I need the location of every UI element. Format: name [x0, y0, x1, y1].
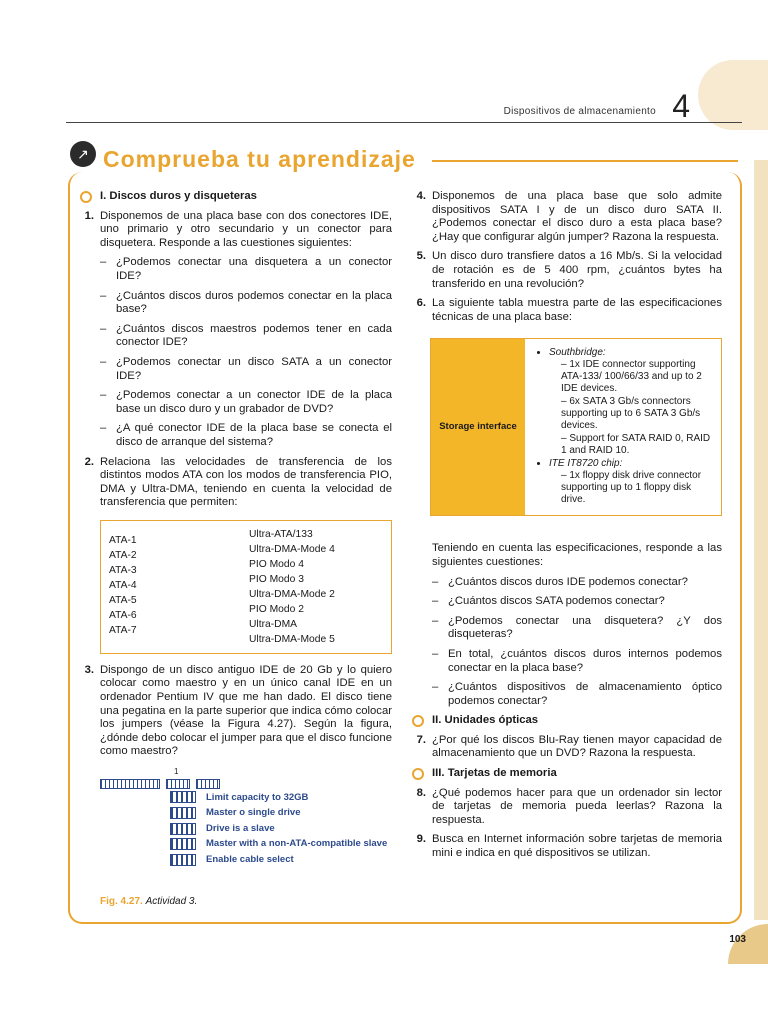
transfer-mode: Ultra-ATA/133 — [249, 528, 313, 540]
ata-mode: ATA-3 — [109, 564, 137, 576]
section-heading — [412, 714, 722, 728]
jumper-option — [170, 837, 392, 851]
jumper-label: Enable cable select — [206, 854, 294, 865]
figure-caption — [100, 895, 392, 909]
southbridge-label: Southbridge: — [549, 347, 606, 359]
question-text: ¿Por qué los discos Blu-Ray tienen mayor capacidad de almacenamiento que un DVD? Razona la respuesta. — [432, 733, 722, 760]
question-1 — [80, 210, 392, 251]
sub-question: – ¿Cuántos discos maestros podemos tener en cada conector IDE? — [100, 322, 392, 349]
question-text: Busca en Internet información sobre tarjetas de memoria mini e indica en qué dispositivos se utilizan. — [432, 833, 722, 860]
ata-mode: ATA-6 — [109, 609, 137, 621]
ata-mode: ATA-4 — [109, 579, 137, 591]
chart-icon: ↗ — [70, 141, 96, 167]
transfer-mode: PIO Modo 4 — [249, 558, 304, 570]
sub-question-text: ¿Cuántos discos SATA podemos conectar? — [448, 595, 665, 608]
question-text: Teniendo en cuenta las especificaciones, responde a las siguientes cuestiones: — [432, 542, 722, 568]
question-8 — [412, 787, 722, 828]
header-rule — [66, 122, 742, 123]
sub-question: – ¿Podemos conectar una disquetera a un conector IDE? — [100, 256, 392, 282]
ata-mode: ATA-2 — [109, 549, 137, 561]
jumper-block-icon — [170, 854, 196, 866]
sub-question: – ¿Cuántos discos SATA podemos conectar? — [432, 595, 665, 608]
jumper-header-icon — [166, 779, 190, 789]
transfer-mode: PIO Modo 3 — [249, 573, 304, 585]
question-number: 7. — [416, 733, 426, 746]
jumper-block-icon — [170, 807, 196, 819]
spec-item: – 6x SATA 3 Gb/s connectors supporting up to 6 SATA 3 Gb/s devices. — [561, 396, 713, 432]
question-number: 4. — [416, 190, 426, 202]
question-number: 6. — [416, 297, 426, 310]
section-title: I. Discos duros y disqueteras — [100, 190, 257, 202]
jumper-option — [170, 806, 392, 820]
question-4 — [412, 190, 722, 244]
sub-question-text: ¿Cuántos discos maestros podemos tener en cada conector IDE? — [116, 322, 392, 349]
sub-question-text: En total, ¿cuántos discos duros internos podemos conectar en la placa base? — [448, 647, 722, 674]
sub-question-text: ¿Podemos conectar una disquetera a un conector IDE? — [116, 256, 392, 282]
question-text: ¿Qué podemos hacer para que un ordenador sin lector de tarjetas de memoria pueda leerlas? Razona la respuesta. — [432, 786, 722, 826]
question-text: Disponemos de una placa base que solo admite dispositivos SATA I y de un disco duro SATA II. ¿Podemos conectar el disco duro a esta placa base? ¿Hay que configurar algún jumper? Razona la respuesta. — [432, 190, 722, 243]
question-text: La siguiente tabla muestra parte de las especificaciones técnicas de una placa base: — [432, 297, 722, 323]
question-7 — [412, 734, 722, 761]
drive-connectors — [100, 779, 392, 789]
question-9 — [412, 833, 722, 860]
page-title: Comprueba tu aprendizaje — [103, 146, 416, 172]
transfer-modes-column — [249, 527, 383, 647]
transfer-mode: PIO Modo 2 — [249, 603, 304, 615]
jumper-label: Master with a non-ATA-compatible slave — [206, 838, 388, 850]
question-text: Dispongo de un disco antiguo IDE de 20 Gb y lo quiero colocar como maestro y en un único canal IDE en un ordenador Pentium IV que me han dado. El disco tiene una pegatina en la parte superior que indica cómo colocar los jumpers (véase la Figura 4.27). Según la figura, ¿dónde debo colocar el jumper para que el disco funcione como maestro? — [100, 663, 392, 758]
jumper-label: Drive is a slave — [206, 822, 275, 834]
jumper-block-icon — [170, 791, 196, 803]
sub-question: – ¿Podemos conectar a un conector IDE de la placa base un disco duro y un grabador de DVD? — [100, 389, 392, 415]
left-column — [80, 190, 392, 909]
transfer-mode: Ultra-DMA — [249, 618, 298, 630]
sub-question: – ¿Cuántos discos duros podemos conectar en la placa base? — [100, 289, 392, 316]
sub-question: – ¿Cuántos discos duros IDE podemos conectar? — [432, 575, 688, 588]
sub-question-text: ¿A qué conector IDE de la placa base se conecta el disco de arranque del sistema? — [116, 422, 392, 448]
ata-mode: ATA-1 — [109, 534, 137, 546]
title-rule — [432, 160, 738, 162]
transfer-mode: Ultra-DMA-Mode 4 — [249, 543, 335, 555]
jumper-option — [170, 853, 392, 867]
section-title: II. Unidades ópticas — [432, 714, 539, 727]
decorative-edge — [754, 160, 768, 920]
transfer-mode: Ultra-DMA-Mode 5 — [249, 633, 335, 645]
sub-question-text: ¿Cuántos discos duros podemos conectar en la placa base? — [116, 289, 392, 316]
question-text: Un disco duro transfiere datos a 16 Mb/s. Si la velocidad de rotación es de 5 400 rpm, ¿cuántos bytes ha transferido en una revolución? — [432, 250, 722, 290]
spec-item: – 1x IDE connector supporting ATA-133/ 100/66/33 and up to 2 IDE devices. — [561, 359, 713, 395]
transfer-mode: Ultra-DMA-Mode 2 — [249, 588, 335, 600]
question-6-followup — [412, 542, 722, 569]
question-5 — [412, 250, 722, 291]
ata-mode: ATA-5 — [109, 594, 137, 606]
sub-question-text: ¿Podemos conectar a un conector IDE de la placa base un disco duro y un grabador de DVD? — [116, 389, 392, 415]
ring-bullet-icon — [80, 191, 92, 203]
sub-question: – En total, ¿cuántos discos duros internos podemos conectar en la placa base? — [432, 647, 722, 674]
jumper-label: Master o single drive — [206, 807, 301, 819]
spec-label: Storage interface — [431, 339, 525, 515]
jumper-block-icon — [170, 823, 196, 835]
question-number: 3. — [84, 663, 94, 676]
jumper-label: Limit capacity to 32GB — [206, 791, 309, 803]
question-number: 5. — [416, 250, 426, 263]
question-text: Disponemos de una placa base con dos conectores IDE, uno primario y otro secundario y un conector para disquetera. Responde a las cuestiones siguientes: — [100, 209, 392, 249]
jumper-option — [170, 822, 392, 836]
ide-connector-icon — [100, 779, 160, 789]
question-text: Relaciona las velocidades de transferencia de los distintos modos ATA con los modos de transferencia PIO, DMA y Ultra-DMA, teniendo en cuenta la velocidad de transferencia que permiten: — [100, 455, 392, 509]
ata-matching-table — [100, 520, 392, 654]
power-connector-icon — [196, 779, 220, 789]
question-2 — [80, 456, 392, 510]
spec-table — [430, 338, 722, 516]
question-3 — [80, 664, 392, 759]
question-6 — [412, 297, 722, 324]
running-head: Dispositivos de almacenamiento — [503, 106, 656, 117]
jumper-option — [170, 791, 392, 805]
sub-question-text: ¿Podemos conectar una disquetera? ¿Y dos disqueteras? — [448, 614, 722, 641]
ata-mode: ATA-7 — [109, 624, 137, 636]
sub-question: – ¿Cuántos dispositivos de almacenamiento óptico podemos conectar? — [432, 681, 722, 707]
decorative-swirl — [698, 60, 768, 130]
sub-question: – ¿A qué conector IDE de la placa base se conecta el disco de arranque del sistema? — [100, 422, 392, 448]
question-number: 1. — [84, 209, 94, 222]
spec-item: – Support for SATA RAID 0, RAID 1 and RAID 10. — [561, 433, 713, 457]
chapter-number: 4 — [672, 88, 690, 124]
question-number: 9. — [416, 833, 426, 846]
spec-body — [525, 339, 721, 515]
ite-chip-label: ITE IT8720 chip: — [549, 458, 623, 470]
section-title: III. Tarjetas de memoria — [432, 767, 557, 780]
sub-question-text: ¿Cuántos discos duros IDE podemos conectar? — [448, 575, 688, 588]
figure-number: Fig. 4.27. — [100, 896, 143, 908]
sub-question-text: ¿Podemos conectar un disco SATA a un conector IDE? — [116, 355, 392, 382]
spec-item: – 1x floppy disk drive connector supporting up to 1 floppy disk drive. — [561, 470, 713, 506]
right-column — [412, 190, 722, 867]
ring-bullet-icon — [412, 715, 424, 727]
jumper-block-icon — [170, 838, 196, 850]
sub-question: – ¿Podemos conectar una disquetera? ¿Y dos disqueteras? — [432, 614, 722, 641]
sub-question-text: ¿Cuántos dispositivos de almacenamiento óptico podemos conectar? — [448, 681, 722, 707]
jumper-figure — [100, 765, 392, 895]
section-heading — [80, 190, 392, 204]
page-number: 103 — [729, 934, 746, 945]
ata-modes-column — [109, 527, 249, 647]
sub-question: – ¿Podemos conectar un disco SATA a un conector IDE? — [100, 355, 392, 382]
pin-one-label: 1 — [174, 767, 179, 777]
question-number: 2. — [84, 455, 94, 468]
ring-bullet-icon — [412, 768, 424, 780]
figure-caption-text: Actividad 3. — [145, 896, 198, 908]
question-number: 8. — [416, 786, 426, 799]
section-heading — [412, 767, 722, 781]
